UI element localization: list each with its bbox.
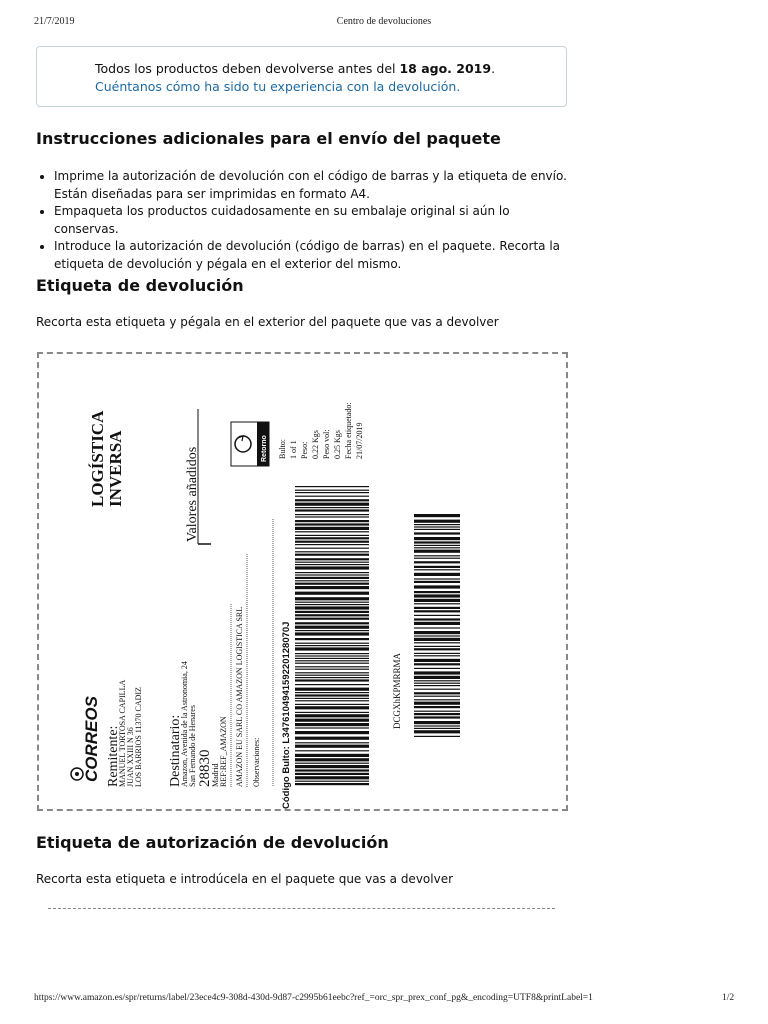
barcode-bar <box>414 663 460 665</box>
barcode-bar <box>414 711 460 712</box>
barcode-bar <box>295 574 369 575</box>
barcode-bar <box>414 591 460 593</box>
barcode-bar <box>295 754 369 757</box>
correos-logo <box>71 695 101 782</box>
barcode-bar <box>414 728 460 729</box>
destinatario-line: Amazon, Avenida de la Astronomia, 24 <box>180 661 189 787</box>
barcode-bar <box>414 545 460 546</box>
barcode-bar <box>414 685 460 686</box>
barcode-bar <box>414 585 460 588</box>
barcode-bar <box>295 750 369 751</box>
barcode-bar <box>295 562 369 563</box>
barcode-bar <box>295 672 369 673</box>
barcode-bar <box>414 615 460 616</box>
barcode-bar <box>414 702 460 705</box>
barcode-bar <box>414 631 460 634</box>
barcode-bar <box>295 626 369 629</box>
barcode-bar <box>414 655 460 656</box>
barcode-bar <box>295 535 369 536</box>
destinatario-label: Destinatario: <box>168 714 183 787</box>
barcode-bar <box>295 531 369 532</box>
barcode-bar <box>295 558 369 560</box>
barcode-bar <box>295 630 369 631</box>
barcode-bar <box>414 566 460 568</box>
barcode-bar <box>414 648 460 650</box>
barcode-bar <box>295 507 369 508</box>
logistics-subtitle: INVERSA <box>106 430 125 507</box>
barcode-bar <box>295 492 369 493</box>
remitente-line: MANUEL TORTOSA CAPILLA <box>118 679 127 787</box>
barcode-bar <box>295 541 369 543</box>
bulto-value: 1 of 1 <box>289 440 298 459</box>
barcode-bar <box>414 603 460 604</box>
return-label-instructions: Recorta esta etiqueta y pégala en el exterior del paquete que vas a devolver <box>36 315 499 329</box>
return-label-heading: Etiqueta de devolución <box>36 276 244 295</box>
barcode-bar <box>295 564 369 565</box>
remitente-line: JUAN XXIII N 36 <box>126 727 135 787</box>
barcode-bar <box>295 781 369 782</box>
barcode-bar <box>295 666 369 667</box>
barcode-bar <box>414 653 460 654</box>
barcode-bar <box>295 765 369 768</box>
barcode-bar <box>295 663 369 664</box>
page-number: 1/2 <box>722 993 735 1003</box>
barcode-bar <box>295 614 369 616</box>
cut-line <box>48 908 555 909</box>
barcode-bar <box>414 578 460 579</box>
barcode-bar <box>414 696 460 697</box>
deadline-prefix: Todos los productos deben devolverse antes del <box>95 61 400 76</box>
barcode-bar <box>295 604 369 605</box>
barcode-bar <box>295 712 369 713</box>
barcode-bar <box>295 727 369 728</box>
barcode-bar <box>295 737 369 740</box>
barcode-bar <box>295 632 369 635</box>
barcode-bar <box>414 638 460 641</box>
barcode-bar <box>295 499 369 501</box>
fecha-value: 21/07/2019 <box>355 422 364 459</box>
barcode-bar <box>295 486 369 487</box>
barcode-bar <box>295 572 369 573</box>
barcode-bar <box>414 524 460 525</box>
barcode-bar <box>295 742 369 743</box>
barcode-bar <box>414 526 460 527</box>
barcode-bar <box>295 783 369 785</box>
barcode-bar <box>295 704 369 705</box>
authorization-label-instructions: Recorta esta etiqueta e introdúcela en el paquete que vas a devolver <box>36 872 454 886</box>
barcode-bar <box>295 675 369 676</box>
barcode-bar <box>295 554 369 556</box>
deadline-date: 18 ago. 2019 <box>399 61 492 76</box>
remitente-label: Remitente: <box>106 725 121 787</box>
barcode-bar <box>295 758 369 761</box>
barcode-bar <box>295 653 369 654</box>
peso-value: 0.22 Kgs <box>311 430 320 459</box>
barcode-bar <box>414 713 460 715</box>
package-barcode <box>295 486 369 785</box>
barcode-bar <box>414 529 460 530</box>
print-url: https://www.amazon.es/spr/returns/label/23ece4c9-308d-430d-9d87-c2995b61eebc?ref_=orc_spr_prex_conf_pg&_encoding=UTF8&printLabel=1 <box>34 993 593 1003</box>
barcode-bar <box>414 537 460 540</box>
barcode-bar <box>414 683 460 684</box>
barcode-bar <box>414 721 460 724</box>
barcode-bar <box>414 610 460 612</box>
barcode-bar <box>414 725 460 726</box>
deadline-text <box>95 61 495 76</box>
authorization-code: DCGXhKPMRRMA <box>392 652 402 729</box>
barcode-bar <box>295 700 369 701</box>
barcode-bar <box>295 719 369 722</box>
barcode-bar <box>295 551 369 552</box>
barcode-bar <box>295 622 369 624</box>
instructions-list <box>36 168 574 273</box>
barcode-bar <box>295 544 369 545</box>
barcode-bar <box>295 769 369 771</box>
barcode-bar <box>414 581 460 583</box>
destination-company: AMAZON EU SARL CO AMAZON LOGISTICA SRL <box>235 606 244 787</box>
barcode-bar <box>414 622 460 625</box>
barcode-bar <box>295 684 369 685</box>
list-item: • Empaqueta los productos cuidadosamente en su embalaje original si aún lo conservas. <box>54 203 574 238</box>
print-header <box>0 16 768 30</box>
retorno-badge <box>231 422 269 466</box>
barcode-bar <box>295 586 369 589</box>
barcode-bar <box>414 541 460 543</box>
barcode-bar <box>414 569 460 570</box>
destination-city: Madrid <box>211 763 220 787</box>
authorization-label-heading: Etiqueta de autorización de devolución <box>36 833 389 852</box>
barcode-bar <box>295 602 369 603</box>
barcode-bar <box>295 658 369 659</box>
barcode-bar <box>295 503 369 506</box>
remitente-line: LOS BARRIOS 11370 CADIZ <box>134 687 143 787</box>
barcode-bar <box>414 680 460 681</box>
additional-instructions-heading: Instrucciones adicionales para el envío del paquete <box>36 129 501 148</box>
barcode-bar <box>295 677 369 678</box>
barcode-bar <box>295 776 369 779</box>
barcode-bar <box>295 688 369 691</box>
barcode-bar <box>414 676 460 679</box>
print-title: Centro de devoluciones <box>336 16 432 27</box>
observaciones-label: Observaciones: <box>252 737 261 787</box>
peso-vol-label: Peso vol: <box>322 429 331 459</box>
barcode-bar <box>414 561 460 563</box>
print-date: 21/7/2019 <box>34 16 75 27</box>
barcode-bar <box>295 745 369 748</box>
list-item: • Introduce la autorización de devolución (código de barras) en el paquete. Recorta la etiqueta de devolución y pégala en el exterior del mismo. <box>54 238 574 273</box>
barcode-bar <box>295 514 369 515</box>
codigo-bulto: Código Bulto: L347610494159220128070J <box>281 621 292 809</box>
list-item: • Imprime la autorización de devolución con el código de barras y la etiqueta de envío. Están diseñadas para ser imprimidas en formato A4. <box>54 168 574 203</box>
barcode-bar <box>414 635 460 636</box>
barcode-bar <box>414 659 460 662</box>
barcode-bar <box>295 714 369 717</box>
barcode-bar <box>295 527 369 530</box>
barcode-bar <box>295 669 369 670</box>
bulto-label: Bulto: <box>278 438 287 459</box>
barcode-bar <box>295 537 369 539</box>
barcode-bar <box>295 520 369 522</box>
barcode-bar <box>295 577 369 579</box>
feedback-link[interactable]: Cuéntanos cómo ha sido tu experiencia con la devolución. <box>95 79 461 94</box>
barcode-bar <box>295 523 369 525</box>
fecha-label: Fecha etiquetado: <box>344 402 353 459</box>
barcode-bar <box>414 716 460 718</box>
barcode-bar <box>414 668 460 669</box>
barcode-bar <box>414 706 460 708</box>
barcode-bar <box>414 547 460 548</box>
barcode-bar <box>295 723 369 726</box>
barcode-bar <box>414 558 460 559</box>
barcode-bar <box>414 599 460 602</box>
barcode-bar <box>295 548 369 549</box>
deadline-suffix: . <box>491 61 496 76</box>
barcode-bar <box>295 566 369 569</box>
barcode-bar <box>414 550 460 553</box>
barcode-bar <box>414 514 460 517</box>
barcode-bar <box>295 698 369 699</box>
barcode-bar <box>414 730 460 733</box>
barcode-bar <box>295 773 369 775</box>
barcode-bar <box>414 520 460 523</box>
barcode-bar <box>414 692 460 694</box>
logistics-title: LOGÍSTICA <box>88 410 107 507</box>
correos-wordmark: CORREOS <box>82 696 101 782</box>
barcode-bar <box>295 645 369 646</box>
barcode-bar <box>295 516 369 517</box>
barcode-bar <box>295 643 369 644</box>
barcode-bar <box>414 689 460 690</box>
barcode-bar <box>295 509 369 511</box>
postal-code: 28830 <box>197 749 213 787</box>
barcode-bar <box>295 694 369 696</box>
peso-label: Peso: <box>300 441 309 459</box>
barcode-bar <box>295 660 369 661</box>
barcode-bar <box>295 679 369 681</box>
barcode-bar <box>414 646 460 647</box>
barcode-bar <box>295 655 369 656</box>
barcode-bar <box>295 618 369 620</box>
barcode-bar <box>414 671 460 674</box>
barcode-bar <box>414 642 460 643</box>
barcode-bar <box>295 496 369 497</box>
authorization-barcode <box>414 514 460 737</box>
barcode-bar <box>295 763 369 764</box>
barcode-bar <box>295 583 369 585</box>
barcode-bar <box>295 606 369 609</box>
barcode-bar <box>295 611 369 613</box>
peso-vol-value: 0.25 Kgs <box>333 430 342 459</box>
barcode-bar <box>295 580 369 581</box>
barcode-bar <box>414 736 460 737</box>
barcode-bar <box>414 618 460 620</box>
barcode-bar <box>295 490 369 491</box>
barcode-bar <box>295 592 369 595</box>
barcode-bar <box>295 731 369 734</box>
barcode-bar <box>295 692 369 693</box>
barcode-bar <box>295 638 369 640</box>
barcode-bar <box>414 573 460 576</box>
print-footer <box>0 993 768 1007</box>
barcode-bar <box>414 532 460 534</box>
barcode-bar <box>414 607 460 609</box>
barcode-bar <box>414 555 460 556</box>
barcode-bar <box>414 627 460 628</box>
return-shipping-label <box>37 352 568 811</box>
valores-label: Valores añadidos <box>185 446 200 542</box>
barcode-bar <box>414 699 460 700</box>
shipping-label-graphic <box>39 354 566 809</box>
barcode-bar <box>295 706 369 709</box>
return-deadline-notice <box>36 46 567 107</box>
destination-ref: REF:REF_AMAZON <box>219 716 228 787</box>
destinatario-line: San Fernando de Henares <box>188 705 197 787</box>
retorno-text: Retorno <box>261 435 268 462</box>
barcode-bar <box>295 647 369 650</box>
barcode-bar <box>414 594 460 597</box>
barcode-bar <box>295 597 369 600</box>
